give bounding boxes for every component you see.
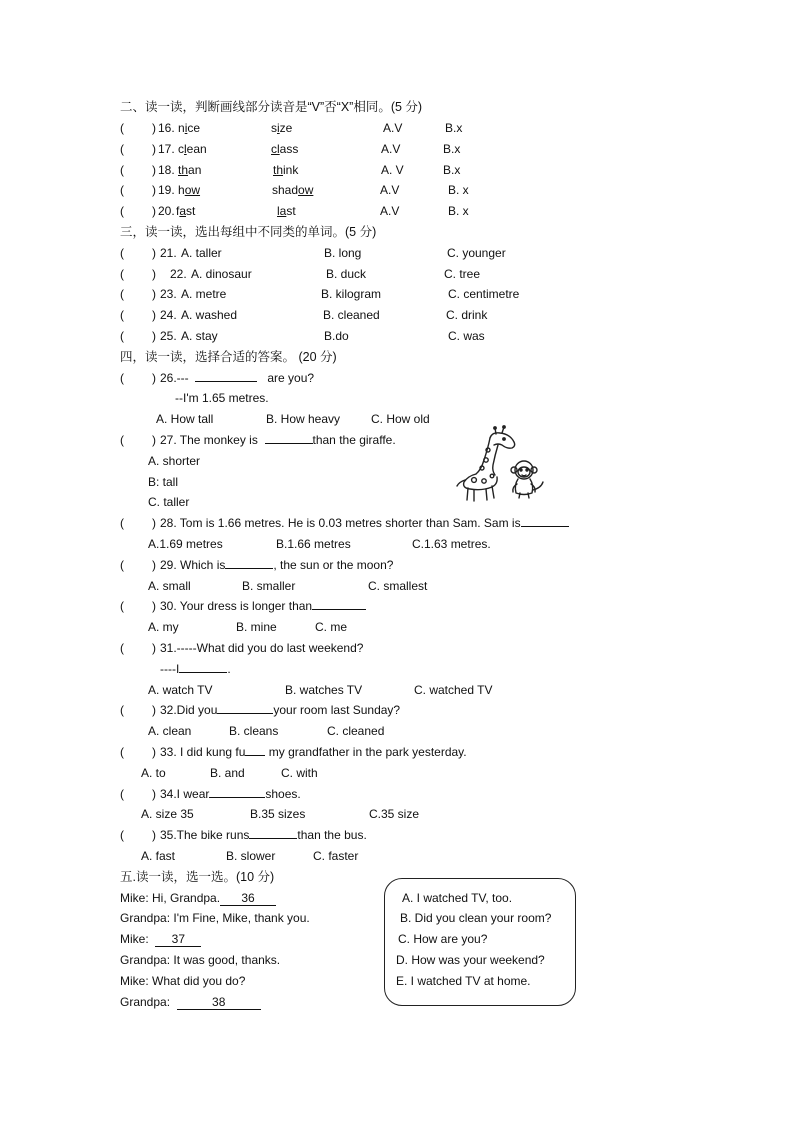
option-b[interactable]: B.1.66 metres: [276, 537, 351, 551]
question-stem: 30. Your dress is longer than: [160, 598, 366, 614]
word-1: how: [178, 183, 201, 197]
option-b[interactable]: B. smaller: [242, 579, 296, 593]
paren-close: ): [152, 163, 156, 177]
paren-close: ): [152, 787, 156, 801]
word-1: fast: [176, 204, 196, 218]
answer-paren[interactable]: (: [120, 787, 124, 801]
dialogue-line: Mike: What did you do?: [120, 974, 246, 988]
option-a[interactable]: A. clean: [148, 724, 192, 738]
blank-line[interactable]: [312, 598, 366, 610]
paren-close: ): [152, 267, 156, 281]
option-b[interactable]: B. cleans: [229, 724, 279, 738]
paren-close: ): [152, 287, 156, 301]
paren-close: ): [152, 703, 156, 717]
answer-paren[interactable]: (: [120, 142, 124, 156]
paren-close: ): [152, 204, 156, 218]
option-b[interactable]: B. duck: [326, 267, 367, 281]
question-stem: 33. I did kung fu my grandfather in the park yesterday.: [160, 745, 467, 759]
answer-paren[interactable]: (: [120, 163, 124, 177]
dialogue-line: Grandpa: I'm Fine, Mike, thank you.: [120, 911, 310, 925]
option-a[interactable]: A.V: [380, 204, 400, 218]
blank-line[interactable]: [245, 744, 265, 756]
question-number: 24.: [160, 308, 177, 322]
paren-close: ): [152, 745, 156, 759]
option-a[interactable]: A.V: [380, 183, 400, 197]
option-a[interactable]: A.V: [381, 142, 401, 156]
blank-line[interactable]: [521, 515, 569, 527]
dialogue-line: Grandpa: It was good, thanks.: [120, 953, 281, 967]
option-a[interactable]: A. taller: [181, 246, 222, 260]
option-c[interactable]: C. drink: [446, 308, 488, 322]
answer-paren[interactable]: (: [120, 703, 124, 717]
question-number: 19.: [158, 183, 175, 197]
option-a[interactable]: A. dinosaur: [191, 267, 252, 281]
option-a[interactable]: A. I watched TV, too.: [402, 891, 513, 905]
question-stem: 27. The monkey is than the giraffe.: [160, 433, 396, 447]
question-stem: 35.The bike runs than the bus.: [160, 828, 367, 842]
question-number: 22.: [170, 267, 187, 281]
option-b[interactable]: B. x: [448, 183, 469, 197]
paren-close: ): [152, 329, 156, 343]
answer-paren[interactable]: (: [120, 287, 124, 301]
question-number: 23.: [160, 287, 177, 301]
blank-line[interactable]: [195, 370, 257, 382]
option-b[interactable]: B.do: [324, 329, 349, 343]
blank-line[interactable]: [249, 827, 297, 839]
word-2: class: [271, 142, 299, 156]
section-5-title: 五.读一读，选一选。(10 分): [120, 870, 275, 884]
answer-paren[interactable]: (: [120, 267, 124, 281]
section-2-title: 二、读一读，判断画线部分读音是“V”否“X”相同。(5 分): [120, 100, 423, 114]
option-b[interactable]: B. cleaned: [323, 308, 380, 322]
answer-paren[interactable]: (: [120, 516, 124, 530]
paren-close: ): [152, 558, 156, 572]
option-c[interactable]: C.35 size: [369, 807, 420, 821]
option-a[interactable]: A. V: [381, 163, 404, 177]
option-a[interactable]: A. stay: [181, 329, 218, 343]
option-b[interactable]: B.x: [443, 142, 461, 156]
option-c[interactable]: C. me: [315, 620, 348, 634]
option-b[interactable]: B: tall: [148, 475, 179, 489]
word-2: size: [271, 121, 293, 135]
option-a[interactable]: A. fast: [141, 849, 176, 863]
option-c[interactable]: C. taller: [148, 495, 190, 509]
answer-paren[interactable]: (: [120, 183, 124, 197]
word-1: than: [178, 163, 202, 177]
paren-close: ): [152, 599, 156, 613]
option-b[interactable]: B. watches TV: [285, 683, 363, 697]
question-reply: ----I .: [160, 662, 231, 676]
paren-close: ): [152, 516, 156, 530]
answer-paren[interactable]: (: [120, 329, 124, 343]
giraffe-and-monkey-illustration: [448, 424, 550, 504]
option-a[interactable]: A. to: [141, 766, 166, 780]
option-b[interactable]: B.x: [445, 121, 463, 135]
option-b[interactable]: B.x: [443, 163, 461, 177]
option-b[interactable]: B. How heavy: [266, 412, 341, 426]
question-stem: 29. Which is , the sun or the moon?: [160, 558, 394, 572]
question-stem: 28. Tom is 1.66 metres. He is 0.03 metres shorter than Sam. Sam is: [160, 515, 569, 531]
word-2: shadow: [272, 183, 314, 197]
option-b[interactable]: B. and: [210, 766, 245, 780]
option-c[interactable]: C. tree: [444, 267, 481, 281]
option-c[interactable]: C. watched TV: [414, 683, 493, 697]
option-a[interactable]: A. my: [148, 620, 179, 634]
paren-close: ): [152, 121, 156, 135]
question-stem: 32.Did you your room last Sunday?: [160, 703, 401, 717]
option-b[interactable]: B. mine: [236, 620, 277, 634]
option-c[interactable]: C. centimetre: [448, 287, 520, 301]
option-d[interactable]: D. How was your weekend?: [396, 953, 545, 967]
answer-paren[interactable]: (: [120, 204, 124, 218]
word-2: last: [277, 204, 296, 218]
word-1: clean: [178, 142, 207, 156]
question-number: 17.: [158, 142, 175, 156]
answer-paren[interactable]: (: [120, 558, 124, 572]
dialogue-line: Mike: 37: [120, 931, 201, 947]
option-a[interactable]: A. metre: [181, 287, 227, 301]
answer-paren[interactable]: (: [120, 433, 124, 447]
option-a[interactable]: A. shorter: [148, 454, 201, 468]
option-c[interactable]: C. cleaned: [327, 724, 385, 738]
answer-paren[interactable]: (: [120, 308, 124, 322]
option-b[interactable]: B. long: [324, 246, 362, 260]
option-c[interactable]: C. How old: [371, 412, 430, 426]
question-stem: 34.I wear shoes.: [160, 787, 301, 801]
answer-paren[interactable]: (: [120, 599, 124, 613]
paren-close: ): [152, 142, 156, 156]
answer-paren[interactable]: (: [120, 371, 124, 385]
paren-close: ): [152, 641, 156, 655]
paren-close: ): [152, 246, 156, 260]
option-c[interactable]: C.1.63 metres.: [412, 537, 491, 551]
option-c[interactable]: C. was: [448, 329, 485, 343]
dialogue-line: Mike: Hi, Grandpa. 36: [120, 890, 276, 906]
option-c[interactable]: C. faster: [313, 849, 359, 863]
blank-line[interactable]: [209, 786, 265, 798]
blank-36[interactable]: 36: [220, 892, 276, 906]
option-a[interactable]: A. small: [148, 579, 191, 593]
option-b[interactable]: B. Did you clean your room?: [400, 911, 552, 925]
option-b[interactable]: B. x: [448, 204, 469, 218]
question-reply: --I'm 1.65 metres.: [175, 391, 269, 405]
paren-close: ): [152, 433, 156, 447]
question-number: 20.: [158, 204, 175, 218]
word-1: nice: [178, 121, 201, 135]
option-b[interactable]: B.35 sizes: [250, 807, 306, 821]
question-stem: 26.--- are you?: [160, 371, 315, 385]
option-a[interactable]: A. watch TV: [148, 683, 213, 697]
option-e[interactable]: E. I watched TV at home.: [396, 974, 531, 988]
question-stem: 31.-----What did you do last weekend?: [160, 641, 364, 655]
paren-close: ): [152, 183, 156, 197]
paren-close: ): [152, 308, 156, 322]
blank-line[interactable]: [179, 661, 227, 673]
blank-38[interactable]: 38: [177, 996, 261, 1010]
dialogue-line: Grandpa: 38: [120, 994, 261, 1010]
answer-paren[interactable]: (: [120, 121, 124, 135]
option-a[interactable]: A.V: [383, 121, 403, 135]
paren-close: ): [152, 828, 156, 842]
paren-close: ): [152, 371, 156, 385]
option-c[interactable]: C. with: [281, 766, 318, 780]
section-4-title: 四，读一读，选择合适的答案。 (20 分): [120, 350, 337, 364]
option-b[interactable]: B. kilogram: [321, 287, 382, 301]
word-2: think: [273, 163, 299, 177]
answer-paren[interactable]: (: [120, 745, 124, 759]
question-number: 18.: [158, 163, 175, 177]
answer-paren[interactable]: (: [120, 641, 124, 655]
option-c[interactable]: C. smallest: [368, 579, 428, 593]
answer-paren[interactable]: (: [120, 246, 124, 260]
answer-paren[interactable]: (: [120, 828, 124, 842]
blank-line[interactable]: [265, 432, 313, 444]
question-number: 21.: [160, 246, 177, 260]
option-c[interactable]: C. younger: [447, 246, 506, 260]
blank-line[interactable]: [225, 557, 273, 569]
option-a[interactable]: A. How tall: [156, 412, 214, 426]
option-a[interactable]: A. size 35: [141, 807, 194, 821]
option-b[interactable]: B. slower: [226, 849, 276, 863]
option-a[interactable]: A.1.69 metres: [148, 537, 223, 551]
blank-37[interactable]: 37: [155, 933, 201, 947]
question-number: 25.: [160, 329, 177, 343]
section-3-title: 三，读一读，选出每组中不同类的单词。(5 分): [120, 225, 377, 239]
option-a[interactable]: A. washed: [181, 308, 238, 322]
question-number: 16.: [158, 121, 175, 135]
blank-line[interactable]: [217, 702, 273, 714]
option-c[interactable]: C. How are you?: [398, 932, 488, 946]
